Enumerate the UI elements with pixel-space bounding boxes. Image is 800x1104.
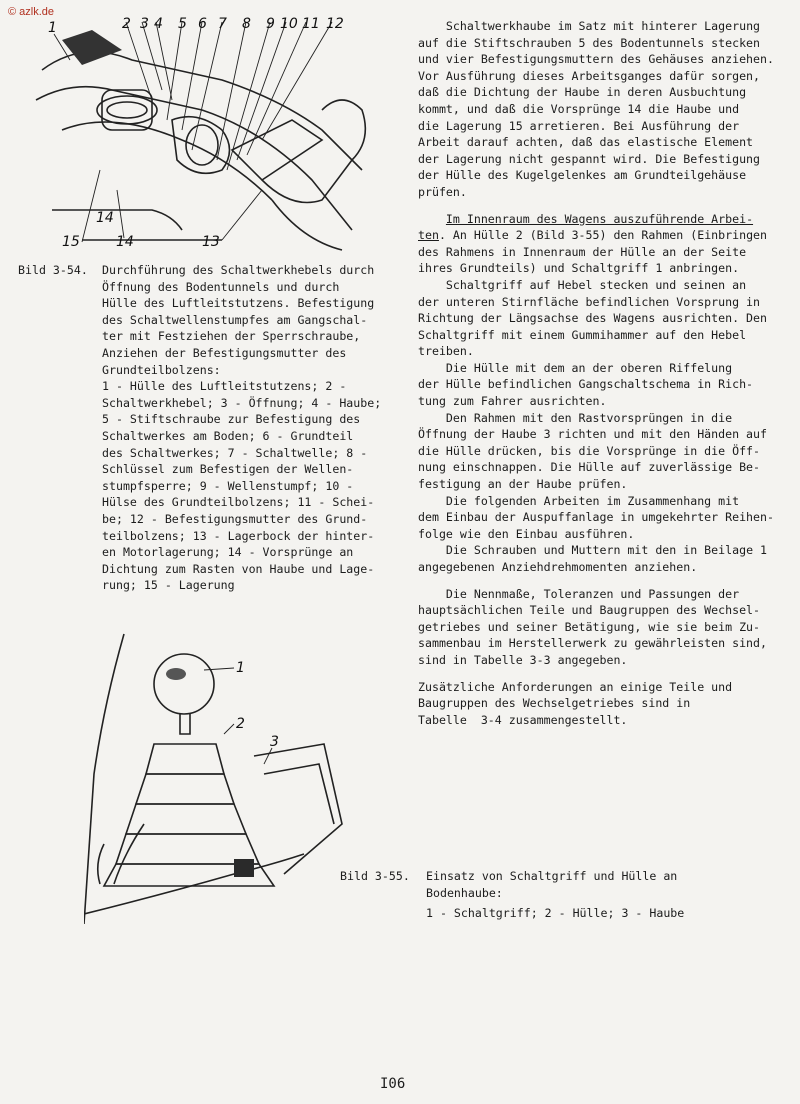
figure-3-55-label: Bild 3-55. — [340, 869, 410, 883]
figure-3-55-text: Einsatz von Schaltgriff und Hülle an Bodenhaube: — [426, 869, 678, 900]
site-watermark: © azlk.de — [8, 6, 55, 18]
fig1-label-11: 11 — [302, 16, 320, 32]
paragraph-indent — [418, 212, 446, 226]
fig1-label-12: 12 — [326, 16, 344, 32]
fig2-label-1: 1 — [236, 660, 245, 676]
paragraph-zusaetzlich: Zusätzliche Anforderungen an einige Teile und Baugruppen des Wechselgetriebes sind in Tabelle 3-4 zusammengestellt. — [418, 679, 733, 727]
fig2-label-2: 2 — [236, 716, 245, 732]
paragraph-innenraum — [418, 211, 790, 277]
paragraph-anziehen: Die Schrauben und Muttern mit den in Beilage 1 angegebenen Anziehdrehmomenten anziehen. — [418, 543, 768, 574]
fig1-label-10: 10 — [280, 16, 298, 32]
fig1-label-13: 13 — [202, 234, 220, 250]
fig1-label-3: 3 — [140, 16, 149, 32]
figure-3-54-text: Durchführung des Schaltwerkhebels durch Öffnung des Bodentunnels und durch Hülle des Luftleitstutzens. Befestigung des Schaltwellenstumpfes am Gangschal- ter mit Festziehen der Sperrschraube, Anziehen der Befestigungsmutter des Grundteilbolzens: 1 - Hülle des Luftleitstutzens; 2 - Schaltwerkhebel; 3 - Öffnung; 4 - Haube; 5 - Stiftschraube zur Befestigung des Schaltwerkes am Boden; 6 - Grundteil des Schaltwerkes; 7 - Schaltwelle; 8 - Schlüssel zum Befestigen der Wellen- stumpfsperre; 9 - Wellenstumpf; 10 - Hülse des Grundteilbolzens; 11 - Schei- be; 12 - Befestigungsmutter des Grund- teilbolzens; 13 - Lagerbock der hinter- en Motorlagerung; 14 - Vorsprünge an Dichtung zum Rasten von Haube und Lage- rung; 15 - Lagerung — [102, 263, 382, 593]
fig1-label-2: 2 — [122, 16, 131, 32]
page-number: I06 — [380, 1076, 406, 1092]
fig1-label-15: 15 — [62, 234, 80, 250]
fig1-label-8: 8 — [242, 16, 251, 32]
paragraph-rahmen: Den Rahmen mit den Rastvorsprüngen in die Öffnung der Haube 3 richten und mit den Händen auf die Hülle drücken, bis die Vorsprünge in die Öff- nung einschnappen. Die Hülle auf zuverlässige Be- festigung an der Haube prüfen. — [418, 410, 768, 492]
fig1-label-6: 6 — [198, 16, 207, 32]
paragraph-auspuff: Die folgenden Arbeiten im Zusammenhang mit dem Einbau der Auspuffanlage in umgekehrter Reihen- folge wie den Einbau ausführen. — [418, 493, 774, 541]
fig1-label-14: 14 — [116, 234, 134, 250]
figure-3-55-caption — [340, 868, 760, 922]
fig1-label-7: 7 — [218, 16, 227, 32]
fig1-label-4: 4 — [154, 16, 163, 32]
section-heading-innenraum-cont: ten — [418, 228, 439, 243]
section-heading-innenraum: Im Innenraum des Wagens auszuführende Arbei- — [445, 211, 754, 226]
figure-3-55-legend: 1 - Schaltgriff; 2 - Hülle; 3 - Haube — [426, 906, 685, 921]
paragraph-huelle: Die Hülle mit dem an der oberen Riffelung der Hülle befindlichen Gangschaltschema in Rich- tung zum Fahrer ausrichten. — [418, 360, 754, 409]
fig1-label-14b: 14 — [96, 210, 114, 226]
fig2-label-3: 3 — [270, 734, 279, 750]
paragraph-innenraum-text: . An Hülle 2 (Bild 3-55) den Rahmen (Einbringen des Rahmens in Innenraum der Hülle an der Seite ihres Grundteils) und Schaltgriff 1 anbringen. — [418, 228, 768, 276]
fig1-label-1: 1 — [48, 20, 57, 36]
right-column — [418, 18, 790, 728]
fig1-label-9: 9 — [266, 16, 275, 32]
paragraph-schaltgriff: Schaltgriff auf Hebel stecken und seinen an der unteren Stirnfläche befindlichen Vorsprung in Richtung der Längsachse des Wagens ausrichten. Den Schaltgriff mit einem Gummihammer auf den Hebel treiben. — [418, 277, 768, 359]
figure-3-54-caption — [18, 262, 390, 594]
figure-3-54-label: Bild 3-54. — [18, 263, 88, 277]
paragraph-haube-montage: Schaltwerkhaube im Satz mit hinterer Lagerung auf die Stiftschrauben 5 des Bodentunnels stecken und vier Befestigungsmuttern des Gehäuses anziehen. Vor Ausführung dieses Arbeitsganges dafür sorgen, daß die Dichtung der Haube in deren Ausbuchtung kommt, und daß die Vorsprünge 14 die Haube und die Lagerung 15 arretieren. Bei Ausführung der Arbeit darauf achten, daß das elastische Element der Lagerung nicht gespannt wird. Die Befestigung der Hülle des Kugelgelenkes am Grundteilgehäuse prüfen. — [418, 19, 774, 199]
figure-3-54-illustration — [22, 10, 378, 258]
paragraph-nennmasse: Die Nennmaße, Toleranzen und Passungen der hauptsächlichen Teile und Baugruppen des Wechsel- getriebes und seiner Betätigung, wie sie beim Zu- sammenbau im Herstellerwerk zu gewährleisten sind, sind in Tabelle 3-3 angegeben. — [418, 586, 768, 667]
figure-3-55-illustration — [84, 624, 344, 940]
fig1-label-5: 5 — [178, 16, 187, 32]
